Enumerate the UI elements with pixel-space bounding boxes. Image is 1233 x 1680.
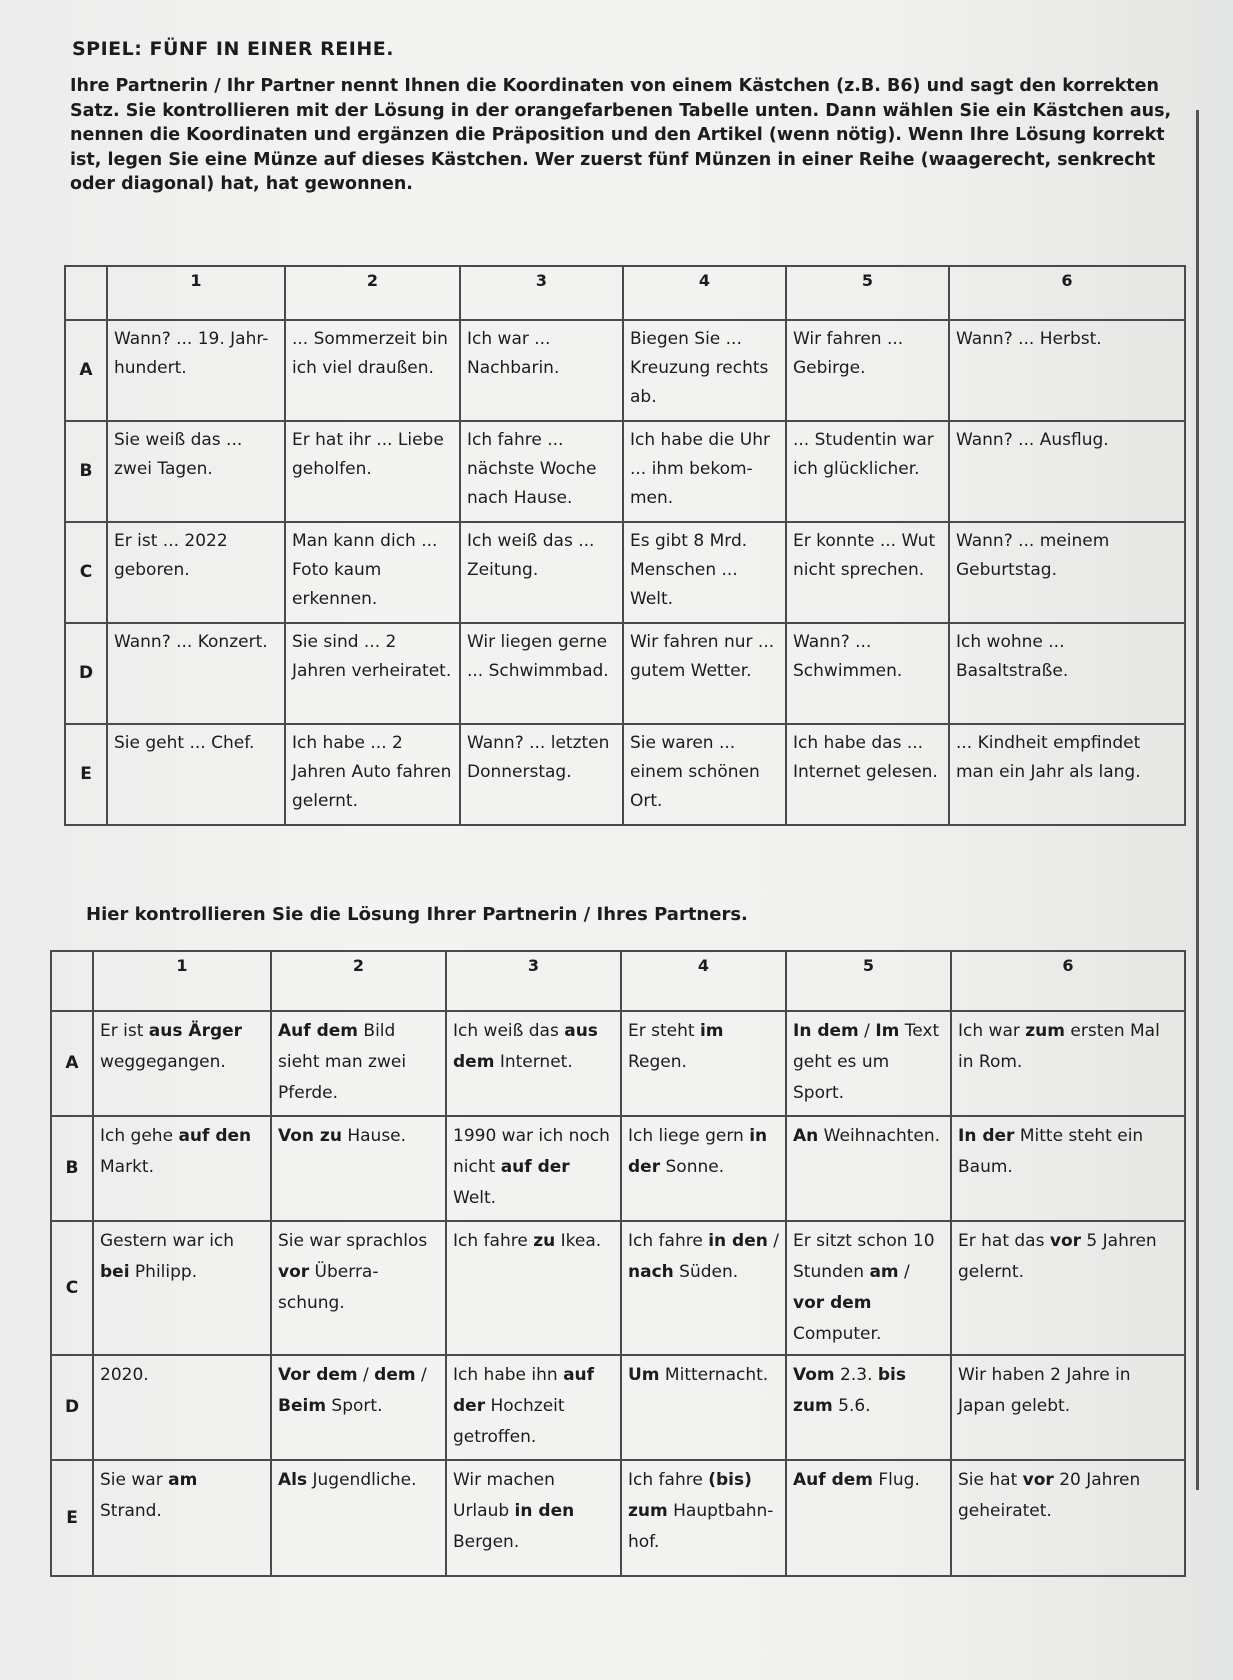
preposition-highlight: vor [1022,1470,1054,1490]
preposition-highlight: An [793,1126,819,1146]
game-row-B [65,421,1185,522]
game-cell-B3: Ich fahre ... nächste Woche nach Hause. [460,421,623,522]
preposition-highlight: bei [100,1262,130,1282]
sentence-text: Gestern war ich [100,1231,235,1251]
preposition-highlight: Im [875,1021,900,1041]
solution-cell-B2 [271,1116,446,1221]
solution-cell-B1 [93,1116,271,1221]
solution-column-header-6: 6 [951,951,1185,1011]
solution-cell-A1 [93,1011,271,1116]
solution-column-header-1: 1 [93,951,271,1011]
solution-cell-C1 [93,1221,271,1355]
solution-cell-B4 [621,1116,786,1221]
sentence-text: Überra-schung. [278,1262,379,1313]
sentence-text: Strand. [100,1501,162,1521]
game-grid [64,265,1186,826]
game-cell-B2: Er hat ihr ... Liebe geholfen. [285,421,460,522]
preposition-highlight: Auf dem [278,1021,358,1041]
preposition-highlight: nach [628,1262,674,1282]
solution-row-C [51,1221,1185,1355]
game-cell-D3: Wir liegen gerne ... Schwimmbad. [460,623,623,724]
solution-cell-C4 [621,1221,786,1355]
game-row-header-C: C [65,522,107,623]
game-cell-A1: Wann? ... 19. Jahr-hundert. [107,320,285,421]
sentence-text: Ich fahre [628,1231,709,1251]
game-cell-C6: Wann? ... meinem Geburtstag. [949,522,1185,623]
preposition-highlight: aus dem [453,1021,598,1072]
solution-row-header-C: C [51,1221,93,1355]
preposition-highlight: in den [514,1501,575,1521]
game-cell-E5: Ich habe das ... Internet gelesen. [786,724,949,825]
sentence-text: Ich habe ihn [453,1365,564,1385]
game-column-header-1: 1 [107,266,285,320]
game-cell-C2: Man kann dich ... Foto kaum erkennen. [285,522,460,623]
solution-cell-E3 [446,1460,621,1576]
sentence-text: Jugendliche. [307,1470,417,1490]
game-cell-A4: Biegen Sie ... Kreuzung rechts ab. [623,320,786,421]
solution-cell-D3 [446,1355,621,1460]
game-cell-C1: Er ist ... 2022 geboren. [107,522,285,623]
preposition-highlight: im [699,1021,724,1041]
game-row-header-E: E [65,724,107,825]
sentence-text: Ich fahre [628,1470,709,1490]
solution-row-header-D: D [51,1355,93,1460]
game-cell-D1: Wann? ... Konzert. [107,623,285,724]
sentence-text: Sie war [100,1470,169,1490]
solution-column-header-4: 4 [621,951,786,1011]
solution-row-header-B: B [51,1116,93,1221]
solution-corner-cell [51,951,93,1011]
solution-cell-E2 [271,1460,446,1576]
game-cell-A3: Ich war ... Nachbarin. [460,320,623,421]
preposition-highlight: am [869,1262,899,1282]
sentence-text: Wir machen Urlaub [453,1470,555,1521]
sentence-text: Computer. [793,1324,882,1344]
preposition-highlight: Auf dem [793,1470,873,1490]
sentence-text: ersten Mal in Rom. [958,1021,1160,1072]
sentence-text: Markt. [100,1157,154,1177]
sentence-text: weggegangen. [100,1052,226,1072]
solution-cell-A2 [271,1011,446,1116]
solution-cell-E1 [93,1460,271,1576]
sentence-text: Ich fahre [453,1231,534,1251]
sentence-text: Ich gehe [100,1126,179,1146]
solution-cell-B5 [786,1116,951,1221]
solution-cell-D1 [93,1355,271,1460]
game-column-header-2: 2 [285,266,460,320]
sentence-text: Hause. [341,1126,407,1146]
preposition-highlight: Von zu [278,1126,342,1146]
sentence-text: Er ist [100,1021,149,1041]
sentence-text: Bild sieht man zwei Pferde. [278,1021,407,1103]
solution-row-header-E: E [51,1460,93,1576]
solution-cell-A5 [786,1011,951,1116]
solution-cell-C5 [786,1221,951,1355]
preposition-highlight: Als [278,1470,308,1490]
solution-cell-D6 [951,1355,1185,1460]
game-cell-D4: Wir fahren nur ... gutem Wetter. [623,623,786,724]
game-row-C [65,522,1185,623]
game-cell-B6: Wann? ... Ausflug. [949,421,1185,522]
sentence-text: Philipp. [129,1262,198,1282]
game-column-header-5: 5 [786,266,949,320]
game-cell-D2: Sie sind ... 2 Jahren verheiratet. [285,623,460,724]
preposition-highlight: zu [533,1231,556,1251]
preposition-highlight: zum [1025,1021,1065,1041]
solution-row-header-A: A [51,1011,93,1116]
game-cell-B4: Ich habe die Uhr ... ihm bekom-men. [623,421,786,522]
game-cell-B1: Sie weiß das ... zwei Tagen. [107,421,285,522]
sentence-text: Hauptbahn-hof. [628,1501,774,1552]
sentence-text: Er sitzt schon 10 Stunden [793,1231,935,1282]
sentence-text: / [415,1365,427,1385]
preposition-highlight: In dem [793,1021,859,1041]
preposition-highlight: bis zum [793,1365,906,1416]
game-cell-E4: Sie waren ... einem schönen Ort. [623,724,786,825]
sentence-text: Sie war sprachlos [278,1231,428,1251]
solution-cell-A3 [446,1011,621,1116]
game-cell-E2: Ich habe ... 2 Jahren Auto fahren gelernt. [285,724,460,825]
solution-cell-D4 [621,1355,786,1460]
solution-column-header-3: 3 [446,951,621,1011]
solution-cell-E6 [951,1460,1185,1576]
game-corner-cell [65,266,107,320]
solution-cell-A4 [621,1011,786,1116]
game-column-header-3: 3 [460,266,623,320]
game-cell-E3: Wann? ... letzten Donnerstag. [460,724,623,825]
solution-cell-C6 [951,1221,1185,1355]
sentence-text: Flug. [873,1470,920,1490]
game-cell-E6: ... Kindheit empfindet man ein Jahr als lang. [949,724,1185,825]
preposition-highlight: auf den [178,1126,252,1146]
sentence-text: Bergen. [453,1532,520,1552]
preposition-highlight: vor [1049,1231,1082,1251]
sentence-text: / [858,1021,876,1041]
sentence-text: 5 Jahren gelernt. [958,1231,1157,1282]
game-row-E [65,724,1185,825]
solution-column-header-2: 2 [271,951,446,1011]
game-row-A [65,320,1185,421]
preposition-highlight: auf der [500,1157,570,1177]
preposition-highlight: dem [374,1365,416,1385]
sentence-text: Mitte steht ein Baum. [958,1126,1144,1177]
sentence-text: Sie hat [958,1470,1023,1490]
solution-heading: Hier kontrollieren Sie die Lösung Ihrer Partnerin / Ihres Partners. [86,904,748,925]
sentence-text: Süden. [673,1262,739,1282]
sentence-text: 20 Jahren geheiratet. [958,1470,1141,1521]
preposition-highlight: Um [628,1365,660,1385]
preposition-highlight: aus Ärger [148,1021,243,1041]
sentence-text: Regen. [628,1052,687,1072]
solution-row-A [51,1011,1185,1116]
sentence-text: / [898,1262,910,1282]
sentence-text: Ich war [958,1021,1026,1041]
game-cell-A2: ... Sommerzeit bin ich viel draußen. [285,320,460,421]
sentence-text: Er steht [628,1021,700,1041]
game-cell-C5: Er konnte ... Wut nicht sprechen. [786,522,949,623]
sentence-text: Ikea. [555,1231,602,1251]
sentence-text: Wir haben 2 Jahre in Japan gelebt. [958,1365,1131,1416]
sentence-text: Welt. [453,1188,497,1208]
game-cell-A5: Wir fahren ... Gebirge. [786,320,949,421]
game-column-header-6: 6 [949,266,1185,320]
sentence-text: Sport. [326,1396,383,1416]
game-cell-D6: Ich wohne ... Basaltstraße. [949,623,1185,724]
solution-cell-E5 [786,1460,951,1576]
preposition-highlight: vor dem [793,1293,872,1313]
solution-row-E [51,1460,1185,1576]
solution-row-B [51,1116,1185,1221]
sentence-text: 1990 war ich noch nicht [453,1126,610,1177]
solution-header-row [51,951,1185,1011]
sentence-text: Mitternacht. [659,1365,769,1385]
preposition-highlight: vor [278,1262,310,1282]
preposition-highlight: am [168,1470,198,1490]
sentence-text: Hochzeit getroffen. [453,1396,565,1447]
sentence-text: 5.6. [832,1396,871,1416]
solution-cell-B6 [951,1116,1185,1221]
game-title: SPIEL: FÜNF IN EINER REIHE. [72,38,394,60]
solution-cell-D2 [271,1355,446,1460]
sentence-text: Text geht es um Sport. [793,1021,940,1103]
preposition-highlight: Vom [793,1365,835,1385]
preposition-highlight: in der [628,1126,768,1177]
game-row-D [65,623,1185,724]
game-cell-E1: Sie geht ... Chef. [107,724,285,825]
solution-grid [50,950,1186,1577]
instructions-text: Ihre Partnerin / Ihr Partner nennt Ihnen die Koordinaten von einem Kästchen (z.B. B6) und sagt den korrekten Satz. Sie kontrollieren mit der Lösung in der orangefarbenen Tabelle unten. Dann wählen Sie ein Kästchen aus, nennen die Koordinaten und ergänzen die Präposition und den Artikel (wenn nötig). Wenn Ihre Lösung korrekt ist, legen Sie eine Münze auf dieses Kästchen. Wer zuerst fünf Münzen in einer Reihe (waagerecht, senkrecht oder diagonal) hat, hat gewonnen. [70,76,1172,195]
solution-cell-D5 [786,1355,951,1460]
sentence-text: 2.3. [834,1365,878,1385]
sentence-text: Weihnachten. [818,1126,941,1146]
preposition-highlight: Beim [278,1396,327,1416]
sentence-text: 2020. [100,1365,149,1385]
game-column-header-4: 4 [623,266,786,320]
solution-row-D [51,1355,1185,1460]
preposition-highlight: (bis) zum [628,1470,752,1521]
sentence-text: Ich liege gern [628,1126,750,1146]
game-header-row [65,266,1185,320]
sentence-text: / [357,1365,375,1385]
preposition-highlight: Vor dem [278,1365,358,1385]
game-cell-A6: Wann? ... Herbst. [949,320,1185,421]
solution-cell-C3 [446,1221,621,1355]
game-cell-C4: Es gibt 8 Mrd. Menschen ... Welt. [623,522,786,623]
game-cell-B5: ... Studentin war ich glücklicher. [786,421,949,522]
game-row-header-B: B [65,421,107,522]
sentence-text: Internet. [494,1052,573,1072]
solution-cell-A6 [951,1011,1185,1116]
game-row-header-D: D [65,623,107,724]
sentence-text: Sonne. [660,1157,725,1177]
preposition-highlight: In der [958,1126,1015,1146]
game-cell-C3: Ich weiß das ... Zeitung. [460,522,623,623]
preposition-highlight: auf der [453,1365,595,1416]
preposition-highlight: in den [708,1231,768,1251]
solution-cell-C2 [271,1221,446,1355]
sentence-text: / [767,1231,779,1251]
solution-cell-E4 [621,1460,786,1576]
game-row-header-A: A [65,320,107,421]
solution-cell-B3 [446,1116,621,1221]
game-cell-D5: Wann? ... Schwimmen. [786,623,949,724]
sentence-text: Ich weiß das [453,1021,565,1041]
page-edge-shadow [1196,110,1199,1490]
solution-column-header-5: 5 [786,951,951,1011]
sentence-text: Er hat das [958,1231,1050,1251]
